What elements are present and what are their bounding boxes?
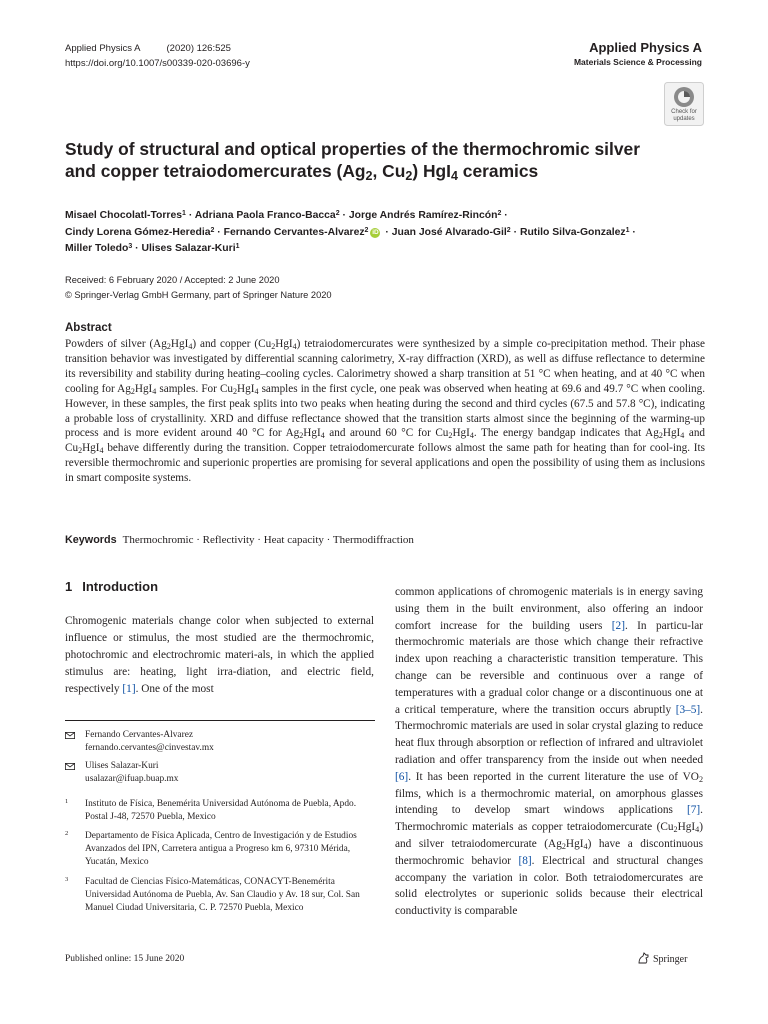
email-link[interactable]: usalazar@ifuap.buap.mx bbox=[85, 774, 179, 785]
springer-logo: Springer bbox=[637, 952, 687, 965]
doi-link[interactable]: https://doi.org/10.1007/s00339-020-03696-y bbox=[65, 58, 250, 69]
intro-column-right: common applications of chromogenic materials is in energy saving using them in the built environment, also offering an indoor comfort increase for the building users [2]. In particu-lar thermochromic materials are those which change their refractive index upon reaching a characteristic transition temperature. This change can be reversible and continuous over a range of temperatures with a gradual color change or a discontinuous one at a critical temperature, where the transition occurs abruptly [3–5]. Thermochromic materials are used in solar crystal glazing to reduce heat flux through absorption or reflection of infrared and ultraviolet radiation and offer transparency from the inside out when needed [6]. It has been reported in the current literature the use of $VO_2$ films, which is a thermochromic material, on amorphous glasses intending to develop smart windows applications [7]. Thermochromic materials as copper tetraiodomercurate $(Cu_2HgI_4)$ and silver tetraiodomercurate $(Ag_2HgI_4)$ have a discontinuous thermochromic behavior [8]. Electrical and structural changes accompany the variation in color. Both tetraiodomercurates are solid electrolytes or superionic solids because their electrical conductivity is comparable bbox=[395, 586, 703, 918]
citation-header bbox=[65, 41, 250, 71]
citation-link[interactable]: [6] bbox=[395, 770, 409, 783]
journal-ref: Applied Physics A bbox=[65, 43, 141, 54]
published-online: Published online: 15 June 2020 bbox=[65, 954, 185, 964]
author: Adriana Paola Franco-Bacca bbox=[194, 210, 336, 221]
section-heading: 1 Introduction bbox=[65, 579, 159, 594]
corresponding-author-1: Fernando Cervantes-Alvarez fernando.cervantes@cinvestav.mx bbox=[65, 729, 385, 755]
author-list: Misael Chocolatl-Torres$^1$ · Adriana Paola Franco-Bacca$^2$ · Jorge Andrés Ramírez-Rincón$^2$ · Cindy Lorena Gómez-Heredia$^2$ · Fernando Cervantes-Alvarez$^2$ iD · Juan José Alvarado-Gil$^2$ · Rutilo Silva-Gonzalez$^1$ · Miller Toledo$^3$ · Ulises Salazar-Kuri$^1$ bbox=[65, 209, 636, 254]
corresponding-author-2: Ulises Salazar-Kuri usalazar@ifuap.buap.mx bbox=[65, 760, 385, 786]
affiliation-3: 3 Facultad de Ciencias Físico-Matemáticas, CONACYT-Benemérita Universidad Autónoma de Puebla, Av. San Claudio y Av. 18 sur, Col. San Manuel Ciudad Universitaria, C. P. 72570 Puebla, Mexico bbox=[65, 876, 360, 914]
email-link[interactable]: fernando.cervantes@cinvestav.mx bbox=[85, 743, 214, 754]
article-title: Study of structural and optical properties of the thermochromic silver and copper tetraiodomercurates ($Ag_2$, $Cu_2$) HgI$_4$ ceramics bbox=[65, 139, 640, 184]
abstract-heading: Abstract bbox=[65, 322, 112, 334]
author: Ulises Salazar-Kuri bbox=[141, 243, 236, 254]
article-dates bbox=[65, 273, 332, 303]
keywords bbox=[65, 534, 414, 546]
intro-column-left: Chromogenic materials change color when subjected to external influence or stimulus, the most studied are the thermochromic, photochromic and electrochromic materi-als, in which the applied stimulus are: heating, light irra-diation, and electric field, respectively [1]. One of the most bbox=[65, 615, 374, 695]
author: Juan José Alvarado-Gil bbox=[391, 226, 507, 238]
affiliation-1: 1 Instituto de Física, Benemérita Universidad Autónoma de Puebla, Apdo. Postal J-48, 72570 Puebla, Mexico bbox=[65, 798, 357, 823]
author: Misael Chocolatl-Torres bbox=[65, 210, 183, 221]
envelope-icon bbox=[65, 763, 75, 770]
journal-masthead bbox=[574, 39, 702, 68]
received-accepted: Received: 6 February 2020 / Accepted: 2 June 2020 bbox=[65, 275, 280, 285]
springer-horse-icon bbox=[637, 952, 650, 964]
author: Cindy Lorena Gómez-Heredia bbox=[65, 226, 211, 238]
citation-link[interactable]: [7] bbox=[686, 804, 701, 817]
orcid-icon[interactable]: iD bbox=[372, 228, 379, 236]
journal-name: Applied Physics A bbox=[589, 40, 702, 55]
badge-line2: updates bbox=[673, 116, 695, 122]
envelope-icon bbox=[65, 732, 75, 739]
citation-link[interactable]: [3–5] bbox=[675, 703, 701, 716]
keywords-label: Keywords bbox=[65, 534, 117, 546]
author: Fernando Cervantes-Alvarez bbox=[223, 226, 365, 238]
citation-link[interactable]: [8] bbox=[518, 854, 532, 867]
keywords-list: Thermochromic · Reflectivity · Heat capacity · Thermodiffraction bbox=[122, 534, 414, 546]
citation-link[interactable]: [2] bbox=[611, 619, 625, 632]
author: Miller Toledo bbox=[65, 243, 129, 254]
affiliation-2: 2 Departamento de Física Aplicada, Centro de Investigación y de Estudios Avanzados del IPN, Carretera antigua a Progreso km 6, 97310 Mérida, Yucatán, Mexico bbox=[65, 830, 357, 868]
year-volume: (2020) 126:525 bbox=[166, 43, 231, 54]
check-for-updates-badge[interactable] bbox=[664, 82, 704, 126]
abstract-text: Powders of silver $(Ag_2HgI_4)$ and copper $(Cu_2HgI_4)$ tetraiodomercurates were synthesized by a simple co-precipitation method. Their phase transition behavior was investigated by differential scanning calorimetry, X-ray diffraction (XRD), as well as diffuse reflectance to determine its reversibility and stability during heating–cooling cycles. Calorimetry showed a sharp transition at 51 °C when heating, and at 40 °C when cooling for $Ag_2HgI_4$ samples. For $Cu_2HgI_4$ samples in the first cycle, one peak was observed when heating at 69.6 and 49.7 °C when cooling. However, in these samples, the first peak splits into two peaks when heating during the second and third cycles (67.5 and 57.8 °C), indicating a probable loss of crystallinity. XRD and diffuse reflectance showed that the transition starts almost since the beginning of the warming-up process and is more evident around 40 °C for $Ag_2HgI_4$ and around 60 °C for $Cu_2HgI_4$. The energy bandgap indicates that $Ag_2HgI_4$ and $Cu_2HgI_4$ behave differently during the transition. Copper tetraiodomercurate follows almost the same path for heating than for cool-ing. Its reversible thermochromic and superionic properties are promising for several applications and open the possibility of using them as inclusions in smart composite systems. bbox=[65, 338, 706, 485]
copyright: © Springer-Verlag GmbH Germany, part of Springer Nature 2020 bbox=[65, 290, 332, 300]
journal-subtitle: Materials Science & Processing bbox=[573, 57, 702, 67]
badge-line1: Check for bbox=[671, 109, 697, 115]
footnote-divider bbox=[65, 720, 375, 721]
author: Jorge Andrés Ramírez-Rincón bbox=[348, 210, 498, 221]
citation-link[interactable]: [1] bbox=[122, 682, 136, 695]
author: Rutilo Silva-Gonzalez bbox=[519, 226, 626, 238]
